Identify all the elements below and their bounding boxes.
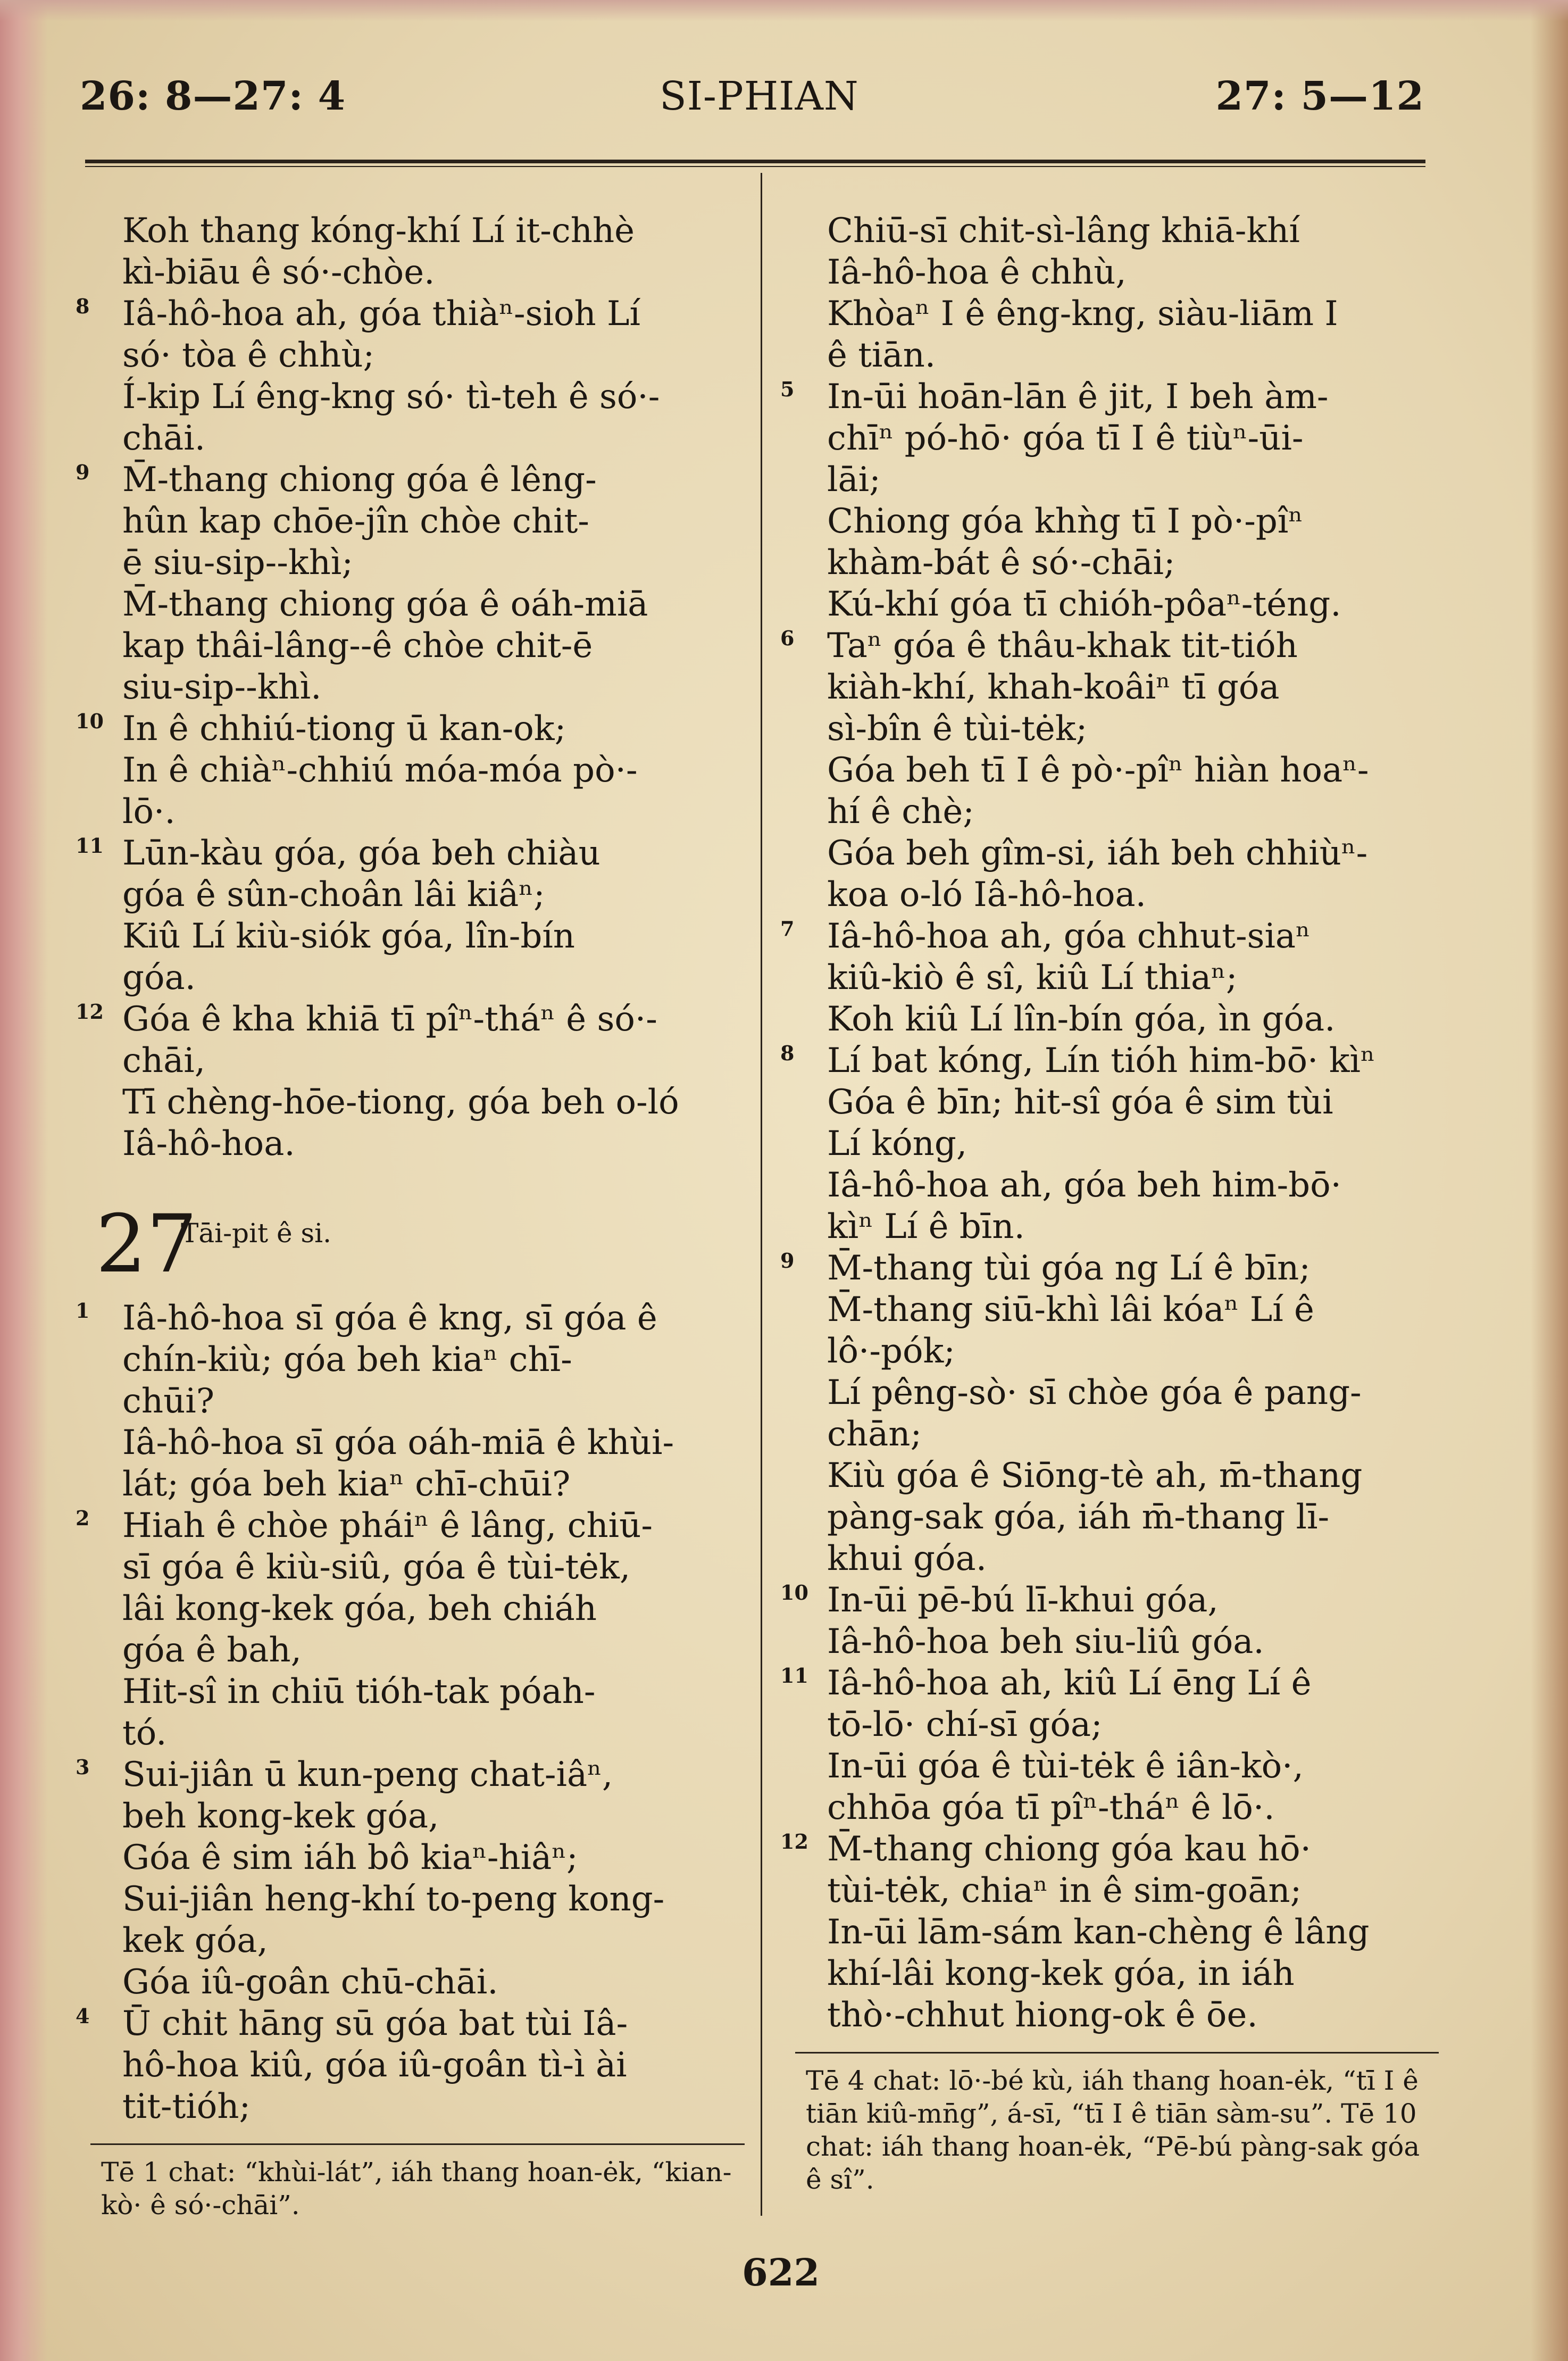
verse-line: Lí bat kóng, Lín tióh him-bō· kìⁿ — [827, 1041, 1375, 1080]
verse — [76, 1754, 745, 2003]
verse-line: góa. — [122, 958, 196, 997]
verse-line: Kú-khí góa tī chióh-pôaⁿ-téng. — [827, 585, 1341, 624]
verse-number: 10 — [76, 709, 104, 733]
verse-number: 8 — [76, 294, 90, 318]
verse — [780, 1248, 1439, 1579]
verse-line: kì-biāu ê só·-chòe. — [122, 253, 435, 292]
verse-line: Góa beh tī I ê pò·-pîⁿ hiàn hoaⁿ- — [827, 751, 1369, 790]
footnote-left: Tē 1 chat: “khùi-lát”, iáh thang hoan-ėk, “kian-kò· ê só·-chāi”. — [101, 2157, 732, 2221]
verse-line: góa ê bah, — [122, 1631, 302, 1670]
page-number: 622 — [742, 2250, 820, 2295]
verse-number: 1 — [76, 1299, 90, 1323]
verse-line: Iâ-hô-hoa. — [122, 1124, 295, 1163]
verse-line: hô-hoa kiû, góa iû-goân tì-ì ài — [122, 2046, 627, 2085]
verse-line: Hit-sî in chiū tióh-tak póah- — [122, 1672, 596, 1711]
verse-number: 3 — [76, 1755, 90, 1779]
running-head-book-title: SI-PHIAN — [660, 73, 859, 119]
verse-line: lō·. — [122, 792, 176, 832]
verse-line: Lí pêng-sò· sī chòe góa ê pang- — [827, 1373, 1362, 1412]
verse-line: ē siu-sip--khì; — [122, 543, 353, 583]
verse-line: beh kong-kek góa, — [122, 1797, 439, 1836]
right-column-verses — [780, 210, 1439, 2036]
verse-line: Taⁿ góa ê thâu-khak tit-tióh — [827, 626, 1298, 666]
verse-line: Tī chèng-hōe-tiong, góa beh o-ló — [122, 1083, 679, 1122]
verse-line: In-ūi góa ê tùi-tėk ê iân-kò·, — [827, 1747, 1304, 1786]
verse-line: Ū chit hāng sū góa bat tùi Iâ- — [122, 2004, 628, 2043]
verse-line: chín-kiù; góa beh kiaⁿ chī- — [122, 1340, 572, 1379]
verse — [76, 708, 745, 833]
verse-number: 8 — [780, 1041, 795, 1065]
verse-line: kiàh-khí, khah-koâiⁿ tī góa — [827, 668, 1280, 707]
page-edge-stain-top — [0, 0, 1568, 21]
verse-line: ê tiān. — [827, 336, 936, 375]
verse-line: Iâ-hô-hoa sī góa ê kng, sī góa ê — [122, 1299, 657, 1338]
verse-line: In ê chhiú-tiong ū kan-ok; — [122, 709, 566, 749]
verse — [80, 210, 745, 293]
verse-line: Khòaⁿ I ê êng-kng, siàu-liām I — [827, 294, 1338, 334]
verse-line: M̄-thang tùi góa ng Lí ê bīn; — [827, 1249, 1311, 1288]
verse — [780, 1828, 1439, 2036]
verse-line: chāi. — [122, 419, 206, 458]
verse-line: Koh kiû Lí lîn-bín góa, ìn góa. — [827, 1000, 1336, 1039]
footnote-rule-left — [90, 2143, 745, 2145]
verse-line: M̄-thang chiong góa kau hō· — [827, 1830, 1311, 1869]
verse-line: Iâ-hô-hoa ah, góa chhut-siaⁿ — [827, 917, 1311, 956]
verse-number: 7 — [780, 917, 795, 941]
verse-line: lāi; — [827, 460, 881, 500]
verse-line: Góa ê kha khiā tī pîⁿ-tháⁿ ê só·- — [122, 1000, 657, 1039]
verse-number: 11 — [76, 834, 104, 858]
verse — [76, 459, 745, 708]
verse-number: 2 — [76, 1506, 90, 1530]
footnote-rule-right — [795, 2052, 1439, 2054]
running-head-right: 27: 5—12 — [1215, 73, 1424, 119]
verse-line: Iâ-hô-hoa ê chhù, — [827, 253, 1127, 292]
verse-line: lát; góa beh kiaⁿ chī-chūi? — [122, 1465, 571, 1504]
footnote-right: Tē 4 chat: lō·-bé kù, iáh thang hoan-ėk, “tī I ê tiān kiû-mn̄g”, á-sī, “tī I ê tiān sàm-su”. Tē 10 chat: iáh thang hoan-ėk, “Pē-bú pàng-sak góa ê sî”. — [806, 2065, 1420, 2195]
verse-line: Iâ-hô-hoa beh siu-liû góa. — [827, 1622, 1264, 1661]
column-divider — [761, 173, 762, 2216]
verse-line: Lí kóng, — [827, 1124, 968, 1163]
verse-line: Kiù góa ê Siōng-tè ah, m̄-thang — [827, 1456, 1363, 1495]
verse-line: kiû-kiò ê sî, kiû Lí thiaⁿ; — [827, 958, 1238, 997]
verse — [780, 1040, 1439, 1248]
verse-line: chān; — [827, 1415, 922, 1454]
verse — [780, 1662, 1439, 1828]
verse-line: M̄-thang chiong góa ê oáh-miā — [122, 585, 648, 624]
verse-line: chūi? — [122, 1382, 215, 1421]
verse-line: Koh thang kóng-khí Lí it-chhè — [122, 211, 635, 251]
chapter-header — [80, 1198, 745, 1298]
verse-number: 6 — [780, 626, 795, 650]
verse-line: M̄-thang siū-khì lâi kóaⁿ Lí ê — [827, 1290, 1314, 1329]
verse-line: Lūn-kàu góa, góa beh chiàu — [122, 834, 600, 873]
verse-line: Í-kip Lí êng-kng só· tì-teh ê só·- — [122, 377, 660, 417]
verse-number: 5 — [780, 377, 795, 401]
verse-line: kap thâi-lâng--ê chòe chit-ē — [122, 626, 593, 666]
verse-line: In ê chiàⁿ-chhiú móa-móa pò·- — [122, 751, 638, 790]
right-column — [780, 210, 1439, 2196]
verse-line: lô·-pók; — [827, 1332, 955, 1371]
verse-line: sì-bîn ê tùi-tėk; — [827, 709, 1088, 749]
verse — [780, 376, 1439, 625]
running-head-left: 26: 8—27: 4 — [80, 73, 346, 119]
verse-line: Sui-jiân heng-khí to-peng kong- — [122, 1880, 665, 1919]
verse-line: Góa beh gîm-si, iáh beh chhiùⁿ- — [827, 834, 1368, 873]
verse-line: Góa ê bīn; hit-sî góa ê sim tùi — [827, 1083, 1333, 1122]
verse-line: thò·-chhut hiong-ok ê ōe. — [827, 1996, 1258, 2035]
left-column-verses-top — [76, 210, 745, 1165]
verse-line: tùi-tėk, chiaⁿ in ê sim-goān; — [827, 1871, 1302, 1910]
verse-line: Góa iû-goân chū-chāi. — [122, 1963, 498, 2002]
verse-line: Iâ-hô-hoa ah, kiû Lí ēng Lí ê — [827, 1664, 1312, 1703]
verse-line: chāi, — [122, 1041, 206, 1080]
verse — [76, 999, 745, 1165]
verse-line: Iâ-hô-hoa sī góa oáh-miā ê khùi- — [122, 1423, 674, 1462]
verse-line: tit-tióh; — [122, 2087, 251, 2126]
verse-number: 12 — [780, 1830, 808, 1853]
verse-line: chhōa góa tī pîⁿ-tháⁿ ê lō·. — [827, 1788, 1275, 1827]
verse-number: 10 — [780, 1581, 808, 1605]
verse — [780, 916, 1439, 1040]
verse-line: Kiû Lí kiù-siók góa, lîn-bín — [122, 917, 575, 956]
left-column-verses-bottom — [76, 1298, 745, 2127]
verse-line: Chiū-sī chit-sì-lâng khiā-khí — [827, 211, 1300, 251]
verse-number: 9 — [780, 1249, 795, 1273]
verse — [76, 1298, 745, 1505]
verse — [780, 1579, 1439, 1662]
verse-line: Iâ-hô-hoa ah, góa thiàⁿ-sioh Lí — [122, 294, 640, 334]
verse-number: 9 — [76, 460, 90, 484]
verse-line: só· tòa ê chhù; — [122, 336, 375, 375]
verse-line: pàng-sak góa, iáh m̄-thang lī- — [827, 1498, 1330, 1537]
verse-line: M̄-thang chiong góa ê lêng- — [122, 460, 597, 500]
verse — [785, 210, 1439, 376]
verse-line: góa ê sûn-choân lâi kiâⁿ; — [122, 875, 545, 915]
verse — [76, 833, 745, 999]
verse-line: Iâ-hô-hoa ah, góa beh him-bō· — [827, 1166, 1341, 1205]
verse — [780, 625, 1439, 916]
verse-line: In-ūi lām-sám kan-chèng ê lâng — [827, 1913, 1370, 1952]
page-edge-stain-right — [1531, 0, 1568, 2361]
verse-line: In-ūi pē-bú lī-khui góa, — [827, 1581, 1219, 1620]
verse-line: kek góa, — [122, 1921, 268, 1960]
verse-line: hûn kap chōe-jîn chòe chit- — [122, 502, 589, 541]
verse-line: Sui-jiân ū kun-peng chat-iâⁿ, — [122, 1755, 613, 1794]
verse-line: khui góa. — [827, 1539, 987, 1578]
verse-line: Chiong góa khǹg tī I pò·-pîⁿ — [827, 502, 1303, 541]
verse-line: Góa ê sim iáh bô kiaⁿ-hiâⁿ; — [122, 1838, 578, 1877]
verse-line: kìⁿ Lí ê bīn. — [827, 1207, 1025, 1246]
page-edge-stain-left — [0, 0, 48, 2361]
verse-line: sī góa ê kiù-siû, góa ê tùi-tėk, — [122, 1548, 631, 1587]
verse-line: hí ê chè; — [827, 792, 974, 832]
verse — [76, 293, 745, 459]
verse-line: Hiah ê chòe pháiⁿ ê lâng, chiū- — [122, 1506, 653, 1545]
verse-number: 4 — [76, 2004, 90, 2028]
chapter-heading: Tāi-pit ê si. — [181, 1218, 332, 1249]
verse-line: siu-sip--khì. — [122, 668, 322, 707]
left-column — [76, 210, 745, 2222]
verse-line: chīⁿ pó-hō· góa tī I ê tiùⁿ-ūi- — [827, 419, 1304, 458]
verse-line: tō-lō· chí-sī góa; — [827, 1705, 1103, 1744]
chapter-number: 27 — [96, 1198, 197, 1291]
verse-line: khàm-bát ê só·-chāi; — [827, 543, 1175, 583]
verse-line: khí-lâi kong-kek góa, in iáh — [827, 1954, 1295, 1993]
header-rule — [85, 160, 1425, 167]
verse — [76, 1505, 745, 1754]
verse-line: lâi kong-kek góa, beh chiáh — [122, 1589, 597, 1628]
verse-number: 12 — [76, 1000, 104, 1024]
verse — [76, 2003, 745, 2127]
verse-line: In-ūi hoān-lān ê jit, I beh àm- — [827, 377, 1329, 417]
verse-number: 11 — [780, 1664, 808, 1687]
verse-line: koa o-ló Iâ-hô-hoa. — [827, 875, 1146, 915]
verse-line: tó. — [122, 1714, 167, 1753]
